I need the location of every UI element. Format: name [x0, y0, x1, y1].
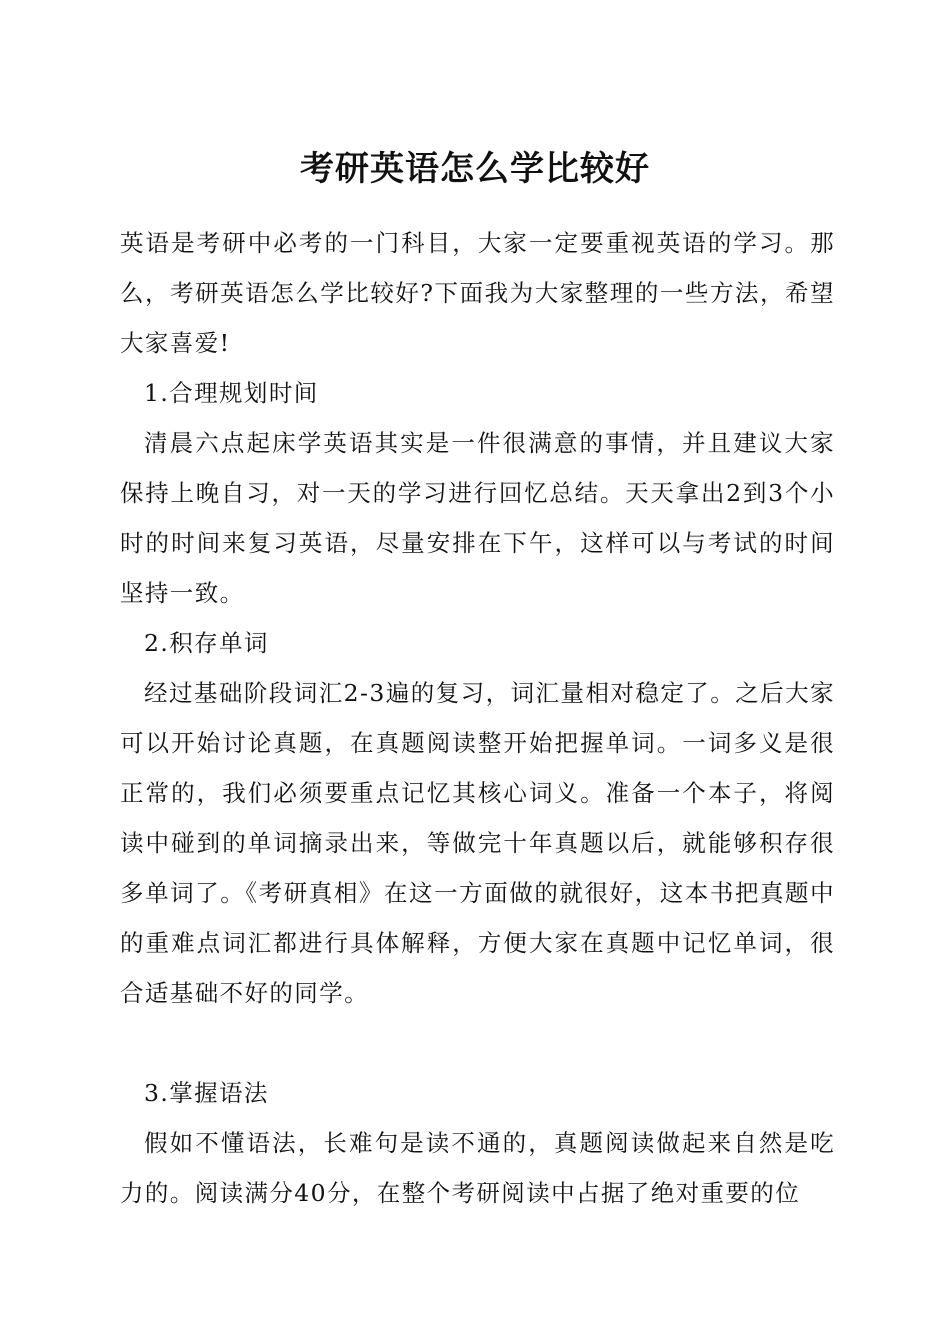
section-heading-2: 2.积存单词: [144, 629, 269, 657]
intro-paragraph: 英语是考研中必考的一门科目，大家一定要重视英语的学习。那么，考研英语怎么学比较好?下面我为大家整理的一些方法，希望大家喜爱!: [120, 229, 835, 357]
section-heading-1: 1.合理规划时间: [144, 379, 319, 407]
paragraph-spacer: [120, 1018, 835, 1068]
section-paragraph-1: 清晨六点起床学英语其实是一件很满意的事情，并且建议大家保持上晚自习，对一天的学习进行回忆总结。天天拿出2到3个小时的时间来复习英语，尽量安排在下午，这样可以与考试的时间坚持一致。: [120, 429, 835, 607]
document-title: 考研英语怎么学比较好: [300, 149, 650, 189]
section-paragraph-2: 经过基础阶段词汇2-3遍的复习，词汇量相对稳定了。之后大家可以开始讨论真题，在真题阅读整开始把握单词。一词多义是很正常的，我们必须要重点记忆其核心词义。准备一个本子，将阅读中碰到的单词摘录出来，等做完十年真题以后，就能够积存很多单词了。《考研真相》在这一方面做的就很好，这本书把真题中的重难点词汇都进行具体解释，方便大家在真题中记忆单词，很合适基础不好的同学。: [120, 679, 835, 1007]
document-body: [120, 218, 835, 1218]
section-heading-3: 3.掌握语法: [144, 1079, 269, 1107]
section-paragraph-3: 假如不懂语法，长难句是读不通的，真题阅读做起来自然是吃力的。阅读满分40分，在整个考研阅读中占据了绝对重要的位: [120, 1129, 835, 1207]
